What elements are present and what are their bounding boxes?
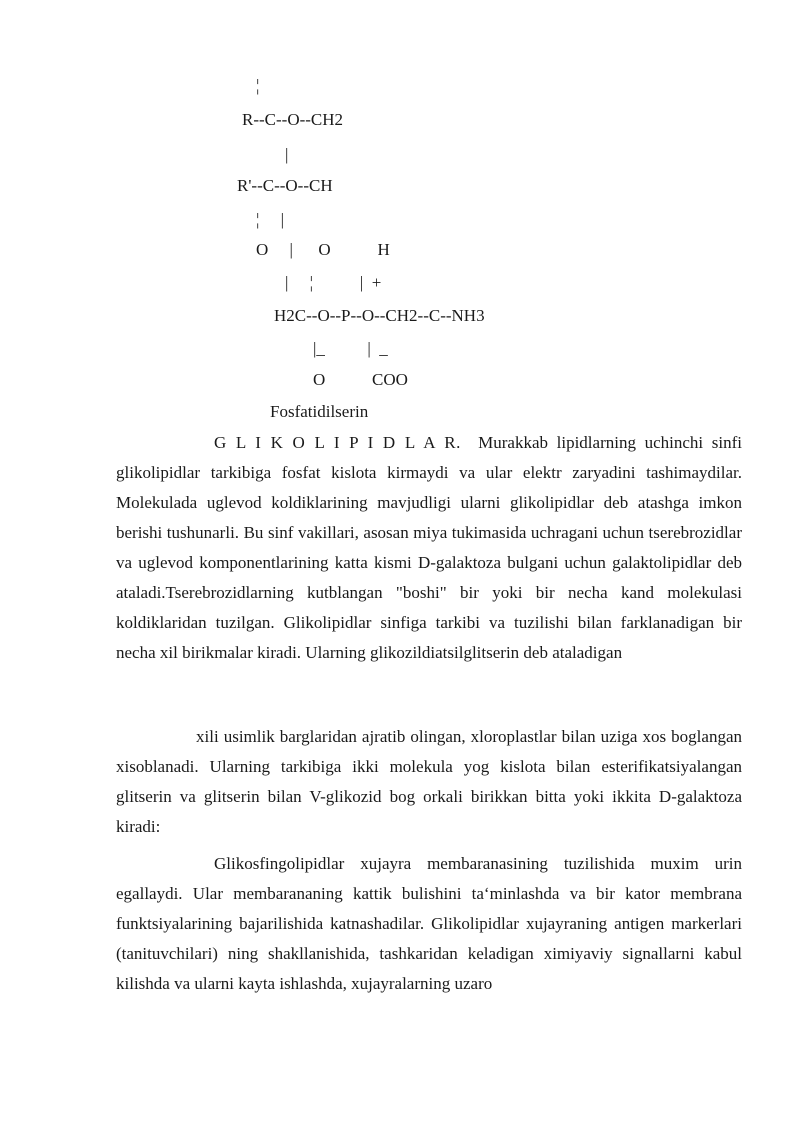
paragraph-glikosfingolipidlar <box>116 849 742 999</box>
formula-line-6: O | O H <box>256 240 390 259</box>
paragraph-3-text: Glikosfingolipidlar xujayra membaranasining tuzilishida muxim urin egallaydi. Ular membarananing kattik bulishini ta‘minlashda va bir kator membrana funktsiyalarining bajarilishida katnashadilar. Glikolipidlar xujayraning antigen markerlari (tanituvchilari) ning shakllanishida, tashkaridan keladigan ximiyaviy signallarni kabul kilishda va ularni kayta ishlashda, xujayralarning uzaro <box>116 854 742 993</box>
paragraph-2-text: xili usimlik barglaridan ajratib olingan, xloroplastlar bilan uziga xos boglangan xisoblanadi. Ularning tarkibiga ikki molekula yog kislota bilan esterifikatsiyalangan glitserin va glitserin bilan V-glikozid bog orkali birikkan bitta yoki ikkita D-galaktoza kiradi: <box>116 727 742 836</box>
formula-line-8: H2C--O--P--O--CH2--C--NH3 <box>274 306 485 325</box>
formula-line-3: | <box>285 145 289 164</box>
section-heading: G L I K O L I P I D L A R. <box>214 433 461 452</box>
paragraph-xili <box>116 722 742 842</box>
formula-line-2: R--C--O--CH2 <box>242 110 344 129</box>
formula-line-7: | ¦ | + <box>285 273 382 292</box>
formula-line-4: R'--C--O--CH <box>237 176 333 195</box>
formula-line-10: O COO <box>313 370 408 389</box>
paragraph-glikolipidlar <box>116 428 742 668</box>
formula-line-5: ¦ | <box>256 210 285 229</box>
formula-caption: Fosfatidilserin <box>270 402 369 421</box>
paragraph-1-text: Murakkab lipidlarning uchinchi sinfi glikolipidlar tarkibiga fosfat kislota kirmaydi va ular elektr zaryadini tashimaydilar. Molekulada uglevod koldiklarining mavjudligi ularni glikolipidlar deb atashga imkon berishi tushunarli. Bu sinf vakillari, asosan miya tukimasida uchragani uchun tserebrozidlar va uglevod komponentlarining katta kismi D-galaktoza bulgani uchun galaktolipidlar deb ataladi.Tserebrozidlarning kutblangan "boshi" bir yoki bir necha kand molekulasi koldiklaridan tuzilgan. Glikolipidlar sinfiga tarkibi va tuzilishi bilan farklanadigan bir necha xil birikmalar kiradi. Ularning glikozildiatsilglitserin deb ataladigan <box>116 433 742 662</box>
formula-line-9: |_ | _ <box>313 339 388 358</box>
formula-line-1: ¦ <box>256 76 260 95</box>
